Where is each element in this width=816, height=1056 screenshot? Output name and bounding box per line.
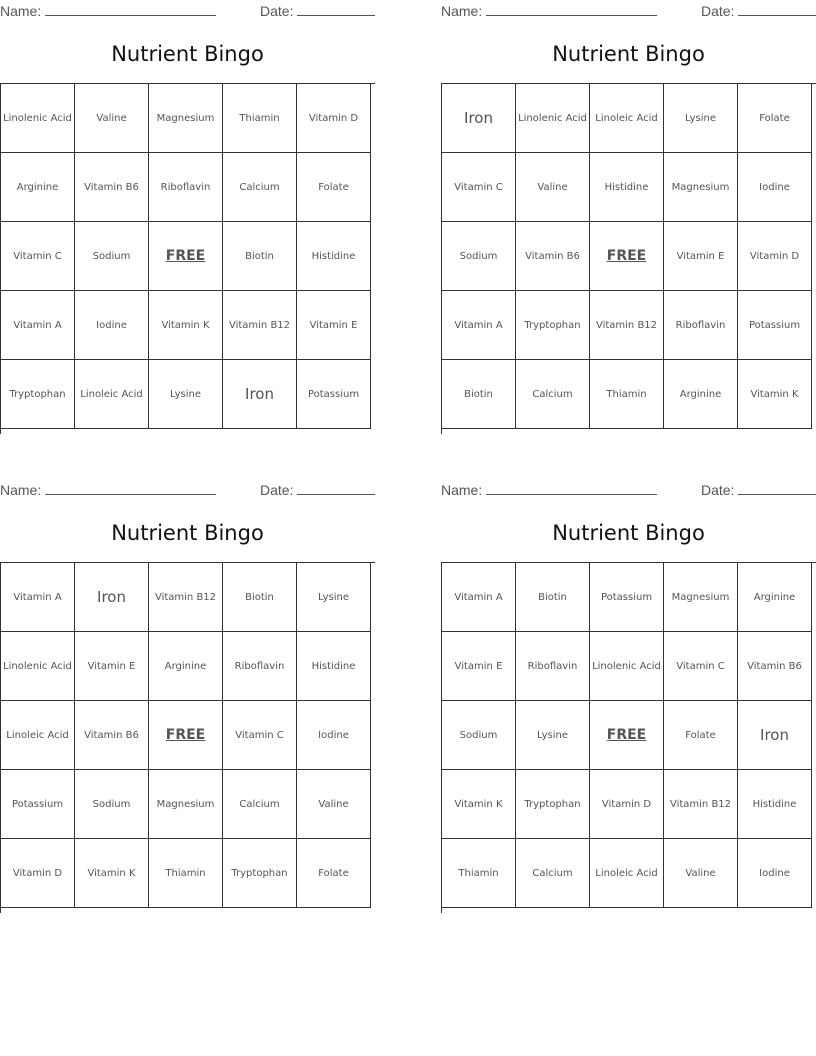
bingo-cell[interactable]: Linolenic Acid xyxy=(1,84,75,153)
bingo-cell[interactable]: Lysine xyxy=(297,563,371,632)
name-date-row xyxy=(441,481,816,499)
bingo-cell[interactable]: Vitamin B6 xyxy=(75,701,149,770)
bingo-cell[interactable]: Histidine xyxy=(297,632,371,701)
date-field[interactable] xyxy=(260,2,375,19)
name-field[interactable] xyxy=(441,481,657,498)
date-label: Date: xyxy=(260,482,294,498)
bingo-cell[interactable]: Linolenic Acid xyxy=(516,84,590,153)
bingo-cell[interactable]: Vitamin K xyxy=(75,839,149,908)
bingo-cell[interactable]: Riboflavin xyxy=(516,632,590,701)
bingo-cell[interactable]: Vitamin B6 xyxy=(738,632,812,701)
bingo-cell[interactable]: Valine xyxy=(297,770,371,839)
bingo-cell[interactable]: Vitamin B12 xyxy=(149,563,223,632)
bingo-cell[interactable]: Valine xyxy=(664,839,738,908)
free-space-cell[interactable]: FREE xyxy=(149,222,223,291)
bingo-cell[interactable]: Tryptophan xyxy=(1,360,75,429)
bingo-cell[interactable]: Calcium xyxy=(223,770,297,839)
bingo-cell[interactable]: Tryptophan xyxy=(516,291,590,360)
bingo-cell[interactable]: Vitamin D xyxy=(297,84,371,153)
bingo-cell[interactable]: Riboflavin xyxy=(664,291,738,360)
bingo-cell[interactable]: Vitamin E xyxy=(297,291,371,360)
date-label: Date: xyxy=(701,3,735,19)
bingo-cell[interactable]: Iron xyxy=(738,701,812,770)
free-space-cell[interactable]: FREE xyxy=(149,701,223,770)
bingo-cell[interactable]: Lysine xyxy=(149,360,223,429)
date-field[interactable] xyxy=(701,481,816,498)
bingo-cell[interactable]: Biotin xyxy=(442,360,516,429)
bingo-cell[interactable]: Linolenic Acid xyxy=(1,632,75,701)
bingo-cell[interactable]: Iron xyxy=(442,84,516,153)
bingo-cell[interactable]: Folate xyxy=(297,153,371,222)
bingo-cell[interactable]: Histidine xyxy=(297,222,371,291)
bingo-cell[interactable]: Lysine xyxy=(516,701,590,770)
bingo-cell[interactable]: Valine xyxy=(75,84,149,153)
name-field[interactable] xyxy=(0,481,216,498)
date-field[interactable] xyxy=(260,481,375,498)
name-date-row xyxy=(441,2,816,20)
bingo-cell[interactable]: Calcium xyxy=(516,839,590,908)
name-label: Name: xyxy=(441,3,483,19)
name-field[interactable] xyxy=(441,2,657,19)
bingo-cell[interactable]: Riboflavin xyxy=(149,153,223,222)
bingo-cell[interactable]: Vitamin C xyxy=(223,701,297,770)
bingo-cell[interactable]: Folate xyxy=(297,839,371,908)
date-label: Date: xyxy=(260,3,294,19)
bingo-cell[interactable]: Calcium xyxy=(516,360,590,429)
bingo-cell[interactable]: Biotin xyxy=(223,563,297,632)
bingo-cell[interactable]: Folate xyxy=(738,84,812,153)
date-blank-line[interactable] xyxy=(297,2,375,16)
bingo-cell[interactable]: Linoleic Acid xyxy=(1,701,75,770)
date-field[interactable] xyxy=(701,2,816,19)
bingo-cell[interactable]: Arginine xyxy=(738,563,812,632)
bingo-cell[interactable]: Vitamin E xyxy=(75,632,149,701)
date-label: Date: xyxy=(701,482,735,498)
bingo-cell[interactable]: Potassium xyxy=(590,563,664,632)
bingo-cell[interactable]: Vitamin K xyxy=(442,770,516,839)
bingo-cell[interactable]: Vitamin B12 xyxy=(590,291,664,360)
bingo-cell[interactable]: Potassium xyxy=(1,770,75,839)
bingo-cell[interactable]: Vitamin B6 xyxy=(75,153,149,222)
free-space-cell[interactable]: FREE xyxy=(590,701,664,770)
bingo-cell[interactable]: Magnesium xyxy=(664,153,738,222)
bingo-cell[interactable]: Potassium xyxy=(297,360,371,429)
date-blank-line[interactable] xyxy=(738,2,816,16)
bingo-cell[interactable]: Linoleic Acid xyxy=(75,360,149,429)
name-label: Name: xyxy=(0,482,42,498)
bingo-cell[interactable]: Vitamin E xyxy=(442,632,516,701)
bingo-cell[interactable]: Vitamin D xyxy=(1,839,75,908)
bingo-cell[interactable]: Magnesium xyxy=(149,770,223,839)
name-date-row xyxy=(0,481,375,499)
bingo-grid xyxy=(0,83,375,434)
name-label: Name: xyxy=(0,3,42,19)
bingo-cell[interactable]: Thiamin xyxy=(149,839,223,908)
bingo-cell[interactable]: Arginine xyxy=(149,632,223,701)
bingo-cell[interactable]: Sodium xyxy=(442,701,516,770)
bingo-cell[interactable]: Biotin xyxy=(223,222,297,291)
card-title: Nutrient Bingo xyxy=(552,42,705,66)
bingo-grid xyxy=(441,562,816,913)
bingo-grid xyxy=(441,83,816,434)
bingo-cell[interactable]: Arginine xyxy=(664,360,738,429)
bingo-cell[interactable]: Linolenic Acid xyxy=(590,632,664,701)
bingo-cell[interactable]: Vitamin A xyxy=(442,563,516,632)
bingo-cell[interactable]: Tryptophan xyxy=(516,770,590,839)
bingo-card xyxy=(0,0,375,440)
bingo-cell[interactable]: Potassium xyxy=(738,291,812,360)
bingo-cell[interactable]: Tryptophan xyxy=(223,839,297,908)
bingo-cell[interactable]: Valine xyxy=(516,153,590,222)
bingo-cell[interactable]: Vitamin B12 xyxy=(664,770,738,839)
date-blank-line[interactable] xyxy=(297,481,375,495)
date-blank-line[interactable] xyxy=(738,481,816,495)
bingo-cell[interactable]: Vitamin K xyxy=(738,360,812,429)
bingo-cell[interactable]: Lysine xyxy=(664,84,738,153)
bingo-cell[interactable]: Thiamin xyxy=(442,839,516,908)
card-title: Nutrient Bingo xyxy=(552,521,705,545)
name-label: Name: xyxy=(441,482,483,498)
bingo-cell[interactable]: Thiamin xyxy=(223,84,297,153)
bingo-cell[interactable]: Vitamin C xyxy=(442,153,516,222)
bingo-cell[interactable]: Vitamin A xyxy=(1,291,75,360)
name-blank-line[interactable] xyxy=(45,481,216,495)
bingo-card xyxy=(0,479,375,919)
bingo-cell[interactable]: Magnesium xyxy=(664,563,738,632)
bingo-grid xyxy=(0,562,375,913)
bingo-cell[interactable]: Arginine xyxy=(1,153,75,222)
bingo-cell[interactable]: Sodium xyxy=(75,222,149,291)
name-blank-line[interactable] xyxy=(486,481,657,495)
bingo-cell[interactable]: Iodine xyxy=(738,839,812,908)
bingo-cell[interactable]: Vitamin C xyxy=(664,632,738,701)
bingo-cell[interactable]: Iodine xyxy=(75,291,149,360)
bingo-cell[interactable]: Biotin xyxy=(516,563,590,632)
bingo-cell[interactable]: Linoleic Acid xyxy=(590,839,664,908)
name-field[interactable] xyxy=(0,2,216,19)
bingo-cell[interactable]: Vitamin E xyxy=(664,222,738,291)
bingo-cell[interactable]: Vitamin B6 xyxy=(516,222,590,291)
bingo-card xyxy=(441,0,816,440)
bingo-cell[interactable]: Vitamin K xyxy=(149,291,223,360)
bingo-cell[interactable]: Vitamin A xyxy=(442,291,516,360)
bingo-cell[interactable]: Linoleic Acid xyxy=(590,84,664,153)
free-space-cell[interactable]: FREE xyxy=(590,222,664,291)
bingo-cell[interactable]: Riboflavin xyxy=(223,632,297,701)
bingo-card xyxy=(441,479,816,919)
name-date-row xyxy=(0,2,375,20)
bingo-cell[interactable]: Histidine xyxy=(738,770,812,839)
bingo-cell[interactable]: Vitamin D xyxy=(738,222,812,291)
bingo-cell[interactable]: Iodine xyxy=(297,701,371,770)
bingo-cell[interactable]: Iodine xyxy=(738,153,812,222)
bingo-cell[interactable]: Vitamin A xyxy=(1,563,75,632)
name-blank-line[interactable] xyxy=(45,2,216,16)
bingo-cell[interactable]: Sodium xyxy=(442,222,516,291)
bingo-cell[interactable]: Iron xyxy=(223,360,297,429)
bingo-cell[interactable]: Calcium xyxy=(223,153,297,222)
bingo-cell[interactable]: Iron xyxy=(75,563,149,632)
bingo-cell[interactable]: Magnesium xyxy=(149,84,223,153)
bingo-cell[interactable]: Folate xyxy=(664,701,738,770)
card-title: Nutrient Bingo xyxy=(111,521,264,545)
bingo-cell[interactable]: Sodium xyxy=(75,770,149,839)
bingo-cell[interactable]: Thiamin xyxy=(590,360,664,429)
name-blank-line[interactable] xyxy=(486,2,657,16)
bingo-cell[interactable]: Vitamin B12 xyxy=(223,291,297,360)
bingo-cell[interactable]: Histidine xyxy=(590,153,664,222)
bingo-cell[interactable]: Vitamin C xyxy=(1,222,75,291)
bingo-cell[interactable]: Vitamin D xyxy=(590,770,664,839)
card-title: Nutrient Bingo xyxy=(111,42,264,66)
